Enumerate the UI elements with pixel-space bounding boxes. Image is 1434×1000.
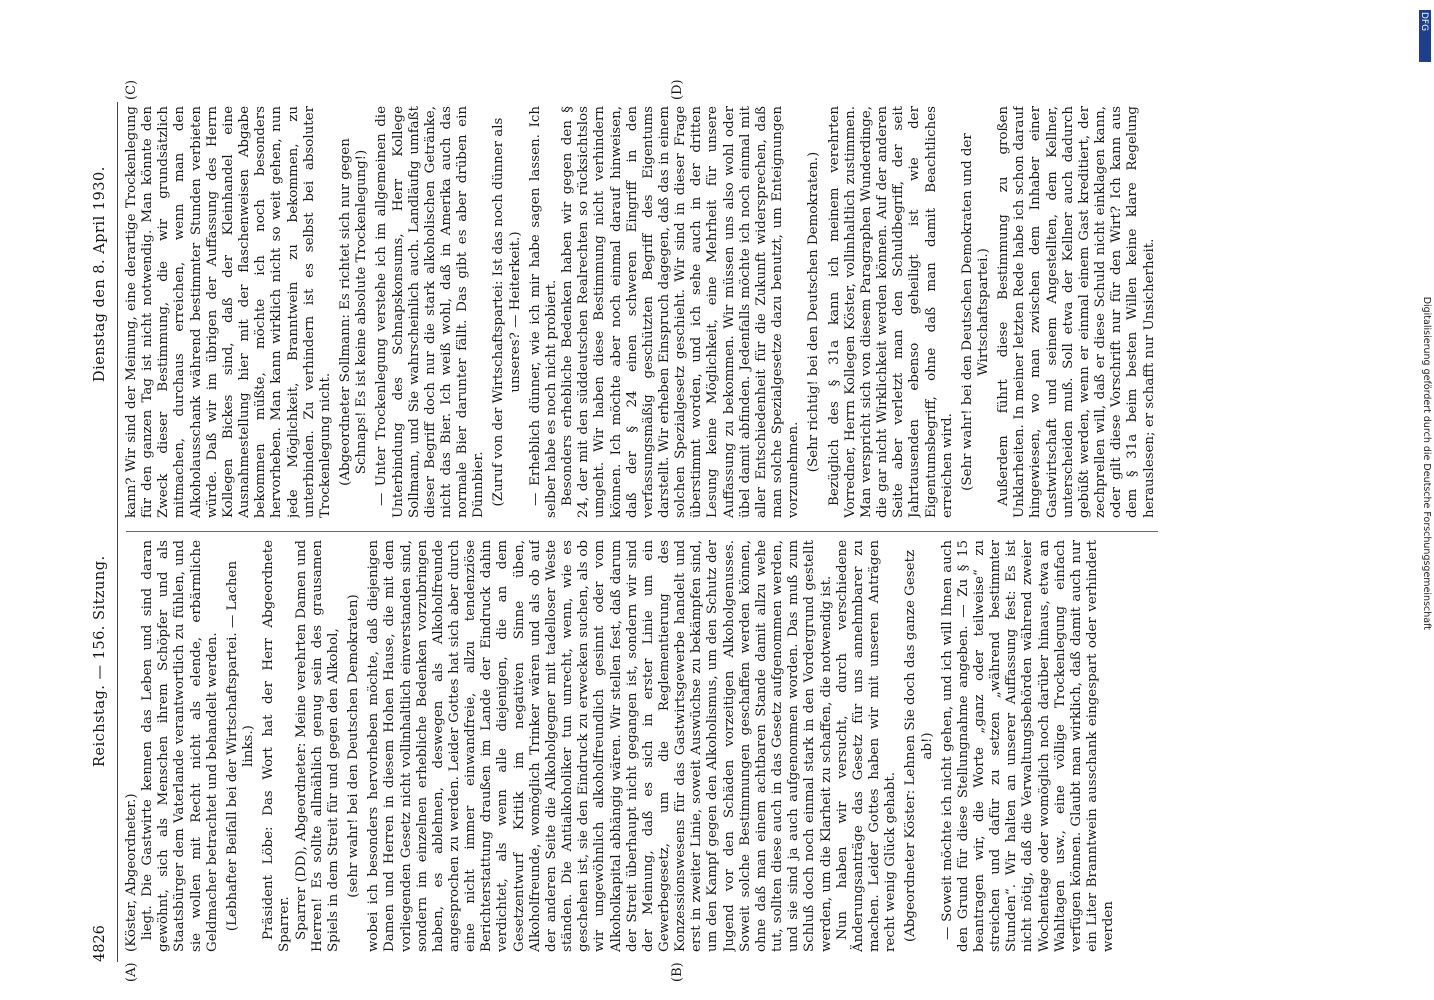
- left-text-column: [124, 540, 1160, 952]
- margin-mark-b: (B): [670, 962, 685, 982]
- margin-mark-a: (A): [124, 962, 139, 982]
- dfg-logo: [1419, 10, 1431, 62]
- paragraph: Bezüglich des § 31a kann ich meinem verehrten Vorredner, Herrn Kollegen Köster, vollinhaltlich zustimmen. Man verspricht sich von diesem Paragraphen Wunderdinge, die gar nicht Wirklichkeit werden können. Auf der anderen Seite aber verletzt man den Schuldbegriff, der seit Jahrtausenden ebenso geheiligt ist wie der Eigentumsbegriff, ohne daß man damit Beachtliches erreichen wird.: [826, 106, 955, 518]
- session-date: Dienstag den 8. April 1930.: [92, 166, 108, 382]
- interjection: (sehr wahr! bei den Deutschen Demokraten): [346, 594, 362, 898]
- paragraph: — Unter Trockenlegung verstehe ich im allgemeinen die Unterbindung des Schnapskonsums, Herr Kollege Sollmann, und Sie wahrscheinlich auch. Landläufig umfaßt dieser Begriff doch nur die stark alkoholischen Getränke, nicht das Bier. Ich weiß wohl, daß in Amerika auch das normale Bier darunter fällt. Das gibt es aber drüben ein Dünnbier.: [374, 106, 487, 518]
- paragraph: Außerdem führt diese Bestimmung zu großen Unklarheiten. In meiner letzten Rede habe ich schon darauf hingewiesen, wo man zwischen dem Inhaber einer Gastwirtschaft und seinem Angestellten, dem Kellner, unterscheiden muß. Soll etwa der Kellner auch dadurch gebüßt werden, wenn er einmal einem Gast kreditiert, der zechprellen will, daß er diese Schuld nicht einklagen kann, oder gilt diese Vorschrift nur für den Wirt? Ich kann aus dem § 31a beim besten Willen keine klare Regelung herauslesen; er schafft nur Unsicherheit.: [996, 106, 1157, 518]
- margin-mark-c: (C): [124, 79, 139, 100]
- page-number: 4826: [92, 925, 108, 962]
- dfg-logo-text: DFG: [1419, 12, 1429, 32]
- right-text-column: [124, 106, 1160, 518]
- paragraph: — Soweit möchte ich nicht gehen, und ich will Ihnen auch den Grund für diese Stellungnahme angeben. — Zu § 15 beantragen wir, die Worte „ganz oder teilweise“ zu streichen und dafür zu setzen „während bestimmter Stunden“. Wir halten an unserer Auffassung fest: Es ist nicht nötig, daß die Verwaltungsbehörden während zweier Wochentage oder womöglich noch darüber hinaus, etwa an Wahltagen usw., eine völlige Trockenlegung einfach verfügen können. Glaubt man wirklich, daß damit auch nur ein Liter Branntwein ausschank eingespart oder verhindert werden: [939, 540, 1117, 952]
- paragraph: Sparrer (DD), Abgeordneter: Meine verehrten Damen und Herren! Es sollte allmählich genug sein des grausamen Spiels in dem Streit für und gegen den Alkohol,: [293, 540, 341, 952]
- paragraph: — Erheblich dünner, wie ich mir habe sagen lassen. Ich selber habe es noch nicht probiert.: [527, 106, 559, 518]
- paragraph: Präsident Löbe: Das Wort hat der Herr Abgeordnete Sparrer.: [261, 540, 293, 952]
- session-title: Reichstag. — 156. Sitzung.: [92, 555, 108, 767]
- header-rule: [117, 102, 118, 962]
- interjection: (Lebhafter Beifall bei der Wirtschaftspartei. — Lachen links.): [224, 560, 257, 932]
- margin-mark-d: (D): [670, 79, 685, 100]
- interjection: (Abgeordneter Sollmann: Es richtet sich nur gegen Schnaps! Es ist keine absolute Trockenlegung!): [338, 138, 370, 486]
- interjection: (Sehr richtig! bei den Deutschen Demokraten.): [806, 151, 822, 473]
- interjection: (Abgeordneter Köster: Lehnen Sie doch das ganze Gesetz ab!): [903, 549, 935, 943]
- paragraph: Nun haben wir versucht, durch verschiedene Änderungsanträge das Gesetz für uns annehmbarer zu machen. Leider Gottes haben wir mit unseren Anträgen recht wenig Glück gehabt.: [834, 540, 899, 952]
- paragraph: kann? Wir sind der Meinung, eine derartige Trockenlegung für den ganzen Tag ist nicht notwendig. Man könnte den Zweck dieser Bestimmung, die wir grundsätzlich mitmachen, durchaus erreichen, wenn man den Alkoholausschank während bestimmter Stunden verbieten würde. Daß wir im übrigen der Auffassung des Herrn Kollegen Bickes sind, daß der Kleinhandel eine Ausnahmestellung hier mit der flaschenweisen Abgabe bekommen müßte, möchte ich noch besonders hervorheben. Man kann wirklich nicht so weit gehen, nun jede Möglichkeit, Branntwein zu bekommen, zu unterbinden. Zu verhindern ist es selbst bei absoluter Trockenlegung nicht.: [124, 106, 333, 518]
- interjection: (Zuruf von der Wirtschaftspartei: Ist das noch dünner als unseres? — Heiterkeit.): [491, 117, 523, 507]
- paragraph: liegt. Die Gastwirte kennen das Leben und sind daran gewöhnt, sich als Menschen ihrem Schöpfer und als Staatsbürger dem Vaterlande verantwortlich zu fühlen, und sie wollen mit Recht nicht als elende, erbärmliche Geldmacher betrachtet und behandelt werden.: [140, 540, 220, 952]
- rotated-page-content: [90, 79, 1160, 982]
- paragraph: Besonders erhebliche Bedenken haben wir gegen den § 24, der mit den süddeutschen Realrechten so rücksichtslos umgeht. Wir haben diese Bestimmung nicht verhindern können. Ich möchte aber noch einmal darauf hinweisen, daß der § 24 einen schweren Eingriff in den verfassungsmäßig geschützten Begriff des Eigentums darstellt. Wir erheben Einspruch dagegen, daß das in einem solchen Spezialgesetz geschieht. Wir sind in dieser Frage überstimmt worden, und ich sehe auch in der dritten Lesung keine Möglichkeit, eine Mehrheit für unsere Auffassung zu bekommen. Wir müssen uns also wohl oder übel damit abfinden. Jedenfalls möchte ich noch einmal mit aller Entschiedenheit für die Zukunft widersprechen, daß man solche Spezialgesetze dazu benutzt, um Enteignungen vorzunehmen.: [560, 106, 802, 518]
- page-header: [90, 102, 114, 962]
- digitization-credit: Digitalisierung gefördert durch die Deutsche Forschungsgemeinschaft: [1421, 296, 1432, 630]
- interjection: (Sehr wahr! bei den Deutschen Demokraten und der Wirtschaftspartei.): [959, 133, 991, 491]
- digitization-sidebar: [1413, 10, 1434, 1000]
- speaker-continuation: (Köster, Abgeordneter.): [124, 793, 139, 952]
- column-divider: [126, 531, 1158, 532]
- paragraph: wobei ich besonders hervorheben möchte, daß diejenigen Damen und Herren in diesem Hohen Hause, die mit dem vorliegenden Gesetz nicht vollinhaltlich einverstanden sind, sondern im einzelnen erhebliche Bedenken vorzubringen haben, es ablehnen, deswegen als Alkoholfreunde angesprochen zu werden. Leider Gottes hat sich aber durch eine nicht immer einwandfreie, allzu tendenziöse Berichterstattung draußen im Lande der Eindruck dahin verdichtet, als wenn alle diejenigen, die an dem Gesetzentwurf Kritik im negativen Sinne üben, Alkoholfreunde, womöglich Trinker wären und als ob auf der anderen Seite die Alkoholgegner mit tadelloser Weste ständen. Die Antialkoholiker tun unrecht, wenn, wie es geschehen ist, sie den Eindruck zu erwecken suchen, als ob wir ungewöhnlich alkoholfreundlich gesinnt oder vom Alkoholkapital abhängig wären. Wir stellen fest, daß darum der Streit überhaupt nicht gegangen ist, sondern wir sind der Meinung, daß es sich in erster Linie um ein Gewerbegesetz, um die Reglementierung des Konzessionswesens für das Gastwirtsgewerbe handelt und erst in zweiter Linie, soweit Auswüchse zu bekämpfen sind, um den Kampf gegen den Alkoholismus, um den Schutz der Jugend vor den Schäden vorzeitigen Alkoholgenusses. Soweit solche Bestimmungen geschaffen werden können, ohne daß man einem achtbaren Stande damit allzu wehe tut, sollten diese auch in das Gesetz aufgenommen werden, und sie sind ja auch aufgenommen worden. Das muß zum Schluß doch noch einmal stark in den Vordergrund gestellt werden, um die Klarheit zu schaffen, die notwendig ist.: [366, 540, 834, 952]
